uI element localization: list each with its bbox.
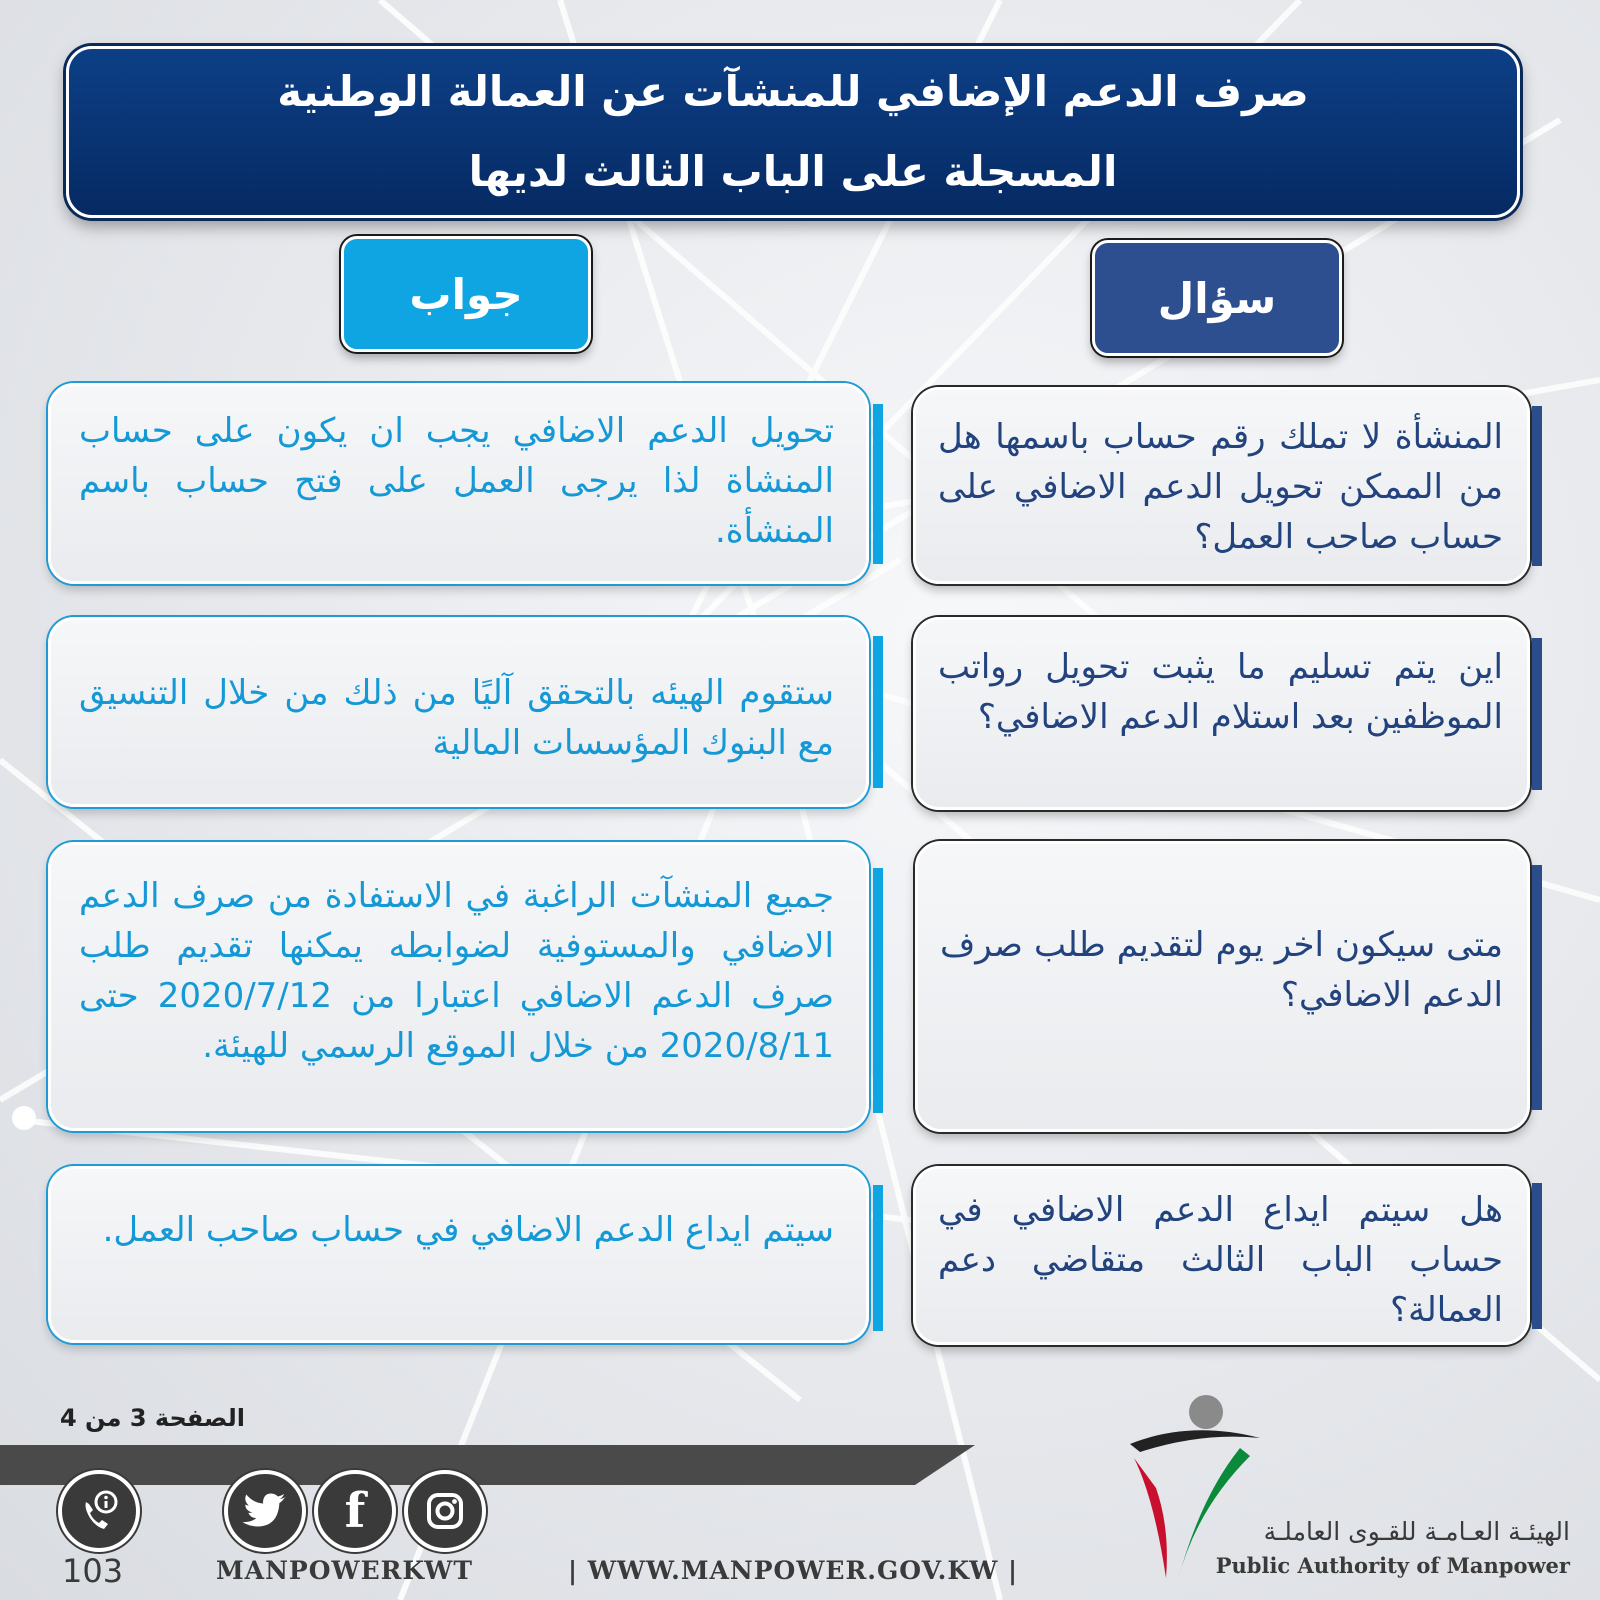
org-name-english: Public Authority of Manpower (1215, 1553, 1570, 1578)
answer-text: تحويل الدعم الاضافي يجب ان يكون على حساب المنشاة لذا يرجى العمل على فتح حساب باسم المنشأة. (79, 411, 834, 551)
question-accent-bar (1532, 406, 1542, 566)
question-card (913, 617, 1530, 810)
answer-card (48, 383, 869, 584)
social-handle: MANPOWERKWT (216, 1556, 473, 1585)
answer-accent-bar (873, 636, 883, 788)
question-accent-bar (1532, 638, 1542, 790)
page-title-line-2: المسجلة على الباب الثالث لديها (468, 147, 1118, 196)
instagram-icon[interactable] (404, 1470, 486, 1552)
question-accent-bar (1532, 865, 1542, 1110)
answer-column-header: جواب (341, 236, 591, 352)
question-text: المنشأة لا تملك رقم حساب باسمها هل من الممكن تحويل الدعم الاضافي على حساب صاحب العمل؟ (938, 417, 1503, 557)
question-text: متى سيكون اخر يوم لتقديم طلب صرف الدعم الاضافي؟ (940, 925, 1503, 1015)
website-link[interactable]: | WWW.MANPOWER.GOV.KW | (568, 1556, 1019, 1585)
page-title-banner (66, 46, 1520, 218)
answer-card (48, 617, 869, 807)
answer-text: سيتم ايداع الدعم الاضافي في حساب صاحب العمل. (102, 1210, 834, 1250)
question-accent-bar (1532, 1183, 1542, 1329)
answer-card (48, 842, 869, 1131)
answer-accent-bar (873, 1185, 883, 1331)
org-name-arabic: الهيئـة العـامـة للقـوى العاملـة (1263, 1517, 1570, 1546)
page-title-line-1: صرف الدعم الإضافي للمنشآت عن العمالة الوطنية (277, 67, 1309, 116)
phone-info-icon[interactable] (58, 1470, 140, 1552)
question-text: اين يتم تسليم ما يثبت تحويل رواتب الموظفين بعد استلام الدعم الاضافي؟ (938, 647, 1503, 737)
twitter-icon[interactable] (224, 1470, 306, 1552)
facebook-icon[interactable]: f (314, 1470, 396, 1552)
page-indicator: الصفحة 3 من 4 (60, 1404, 245, 1432)
hotline-number: 103 (62, 1552, 124, 1590)
answer-card (48, 1166, 869, 1343)
question-card (915, 841, 1530, 1132)
question-column-header: سؤال (1092, 240, 1342, 356)
answer-accent-bar (873, 868, 883, 1113)
question-card (913, 1166, 1530, 1345)
question-card (913, 387, 1530, 584)
answer-text: جميع المنشآت الراغبة في الاستفادة من صرف الدعم الاضافي والمستوفية لضوابطه يمكنها تقديم طلب صرف الدعم الاضافي اعتبارا من 2020/7/12 حتى 2020/8/11 من خلال الموقع الرسمي للهيئة. (79, 876, 834, 1066)
answer-text: ستقوم الهيئه بالتحقق آليًا من ذلك من خلال التنسيق مع البنوك المؤسسات المالية (79, 673, 834, 763)
question-text: هل سيتم ايداع الدعم الاضافي في حساب الباب الثالث متقاضي دعم العمالة؟ (938, 1190, 1503, 1330)
answer-accent-bar (873, 404, 883, 564)
